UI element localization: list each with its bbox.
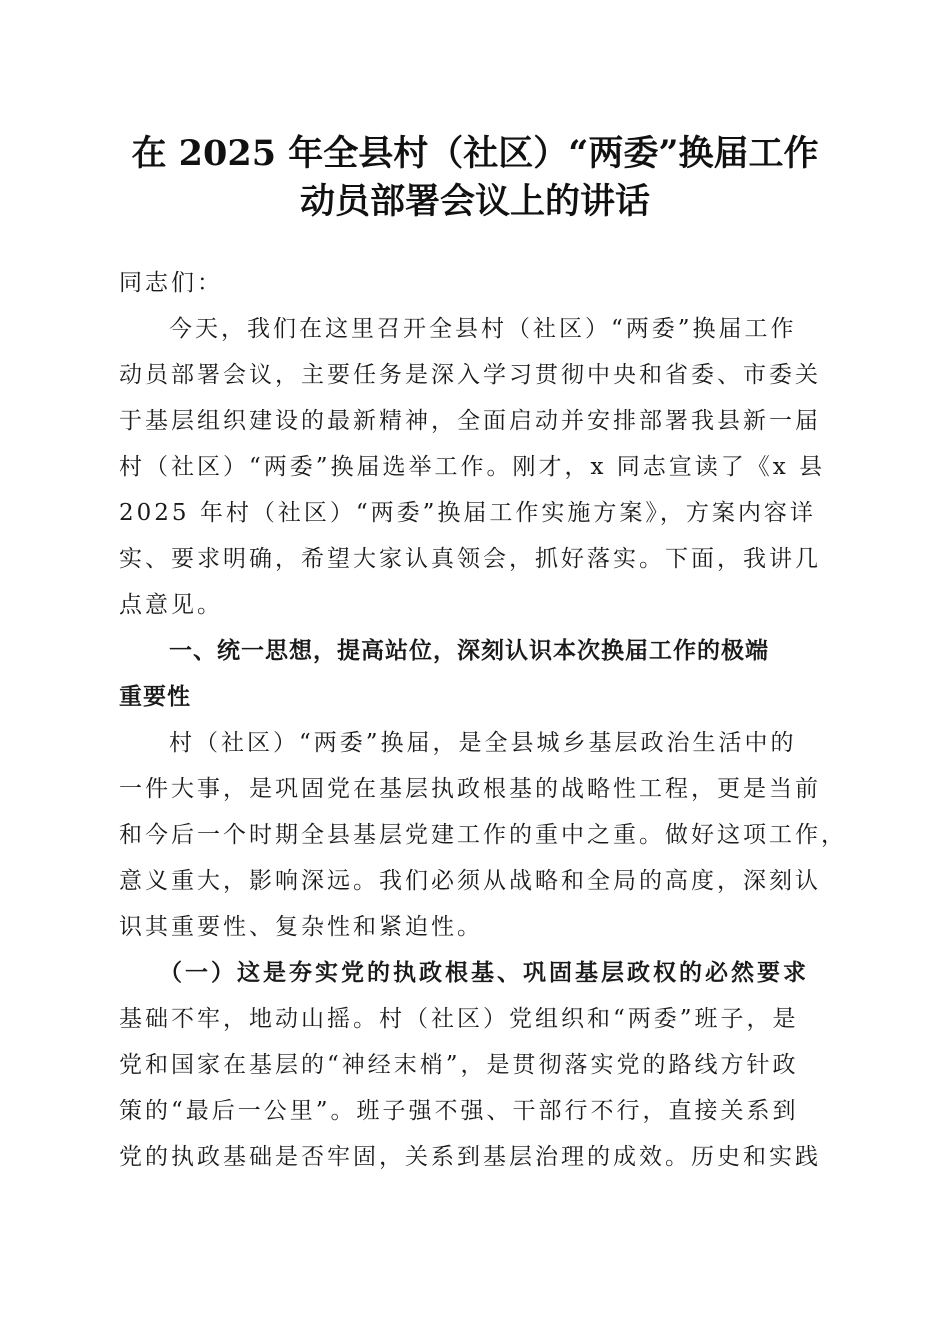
salutation: 同志们： (119, 270, 223, 296)
title-line-2: 动员部署会议上的讲话 (299, 181, 650, 222)
section-body-line: 识其重要性、复杂性和紧迫性。 (119, 914, 483, 940)
intro-line: 点意见。 (119, 592, 223, 618)
section-body-line: 意义重大，影响深远。我们必须从战略和全局的高度，深刻认 (119, 868, 821, 894)
section-heading-line: 一、统一思想，提高站位，深刻认识本次换届工作的极端 (169, 638, 769, 664)
section-body-line: 村（社区）“两委”换届，是全县城乡基层政治生活中的 (169, 730, 797, 756)
section-body-line: 一件大事，是巩固党在基层执政根基的战略性工程，更是当前 (119, 776, 821, 802)
subsection-body-line: 党和国家在基层的“神经末梢”，是贯彻落实党的路线方针政 (119, 1052, 799, 1078)
intro-line: 实、要求明确，希望大家认真领会，抓好落实。下面，我讲几 (119, 546, 821, 572)
intro-line: 今天，我们在这里召开全县村（社区）“两委”换届工作 (169, 316, 797, 342)
speech-title (0, 130, 950, 226)
intro-line: 2025 年村（社区）“两委”换届工作实施方案》，方案内容详 (119, 500, 816, 526)
intro-line: 动员部署会议，主要任务是深入学习贯彻中央和省委、市委关 (119, 362, 821, 388)
intro-line: 于基层组织建设的最新精神，全面启动并安排部署我县新一届 (119, 408, 821, 434)
subsection-body-line: 策的“最后一公里”。班子强不强、干部行不行，直接关系到 (119, 1098, 799, 1124)
title-line-1: 在 2025 年全县村（社区）“两委”换届工作 (131, 133, 819, 174)
section-body-line: 和今后一个时期全县基层党建工作的重中之重。做好这项工作， (119, 822, 847, 848)
subsection-body-line: 党的执政基础是否牢固，关系到基层治理的成效。历史和实践 (119, 1144, 821, 1170)
intro-line: 村（社区）“两委”换届选举工作。刚才，x 同志宣读了《x 县 (119, 454, 826, 480)
speech-body (119, 260, 847, 1180)
section-heading-line: 重要性 (119, 684, 191, 710)
subsection-body-line: 基础不牢，地动山摇。村（社区）党组织和“两委”班子，是 (119, 1006, 799, 1032)
subsection-heading: （一）这是夯实党的执政根基、巩固基层政权的必然要求 (159, 959, 809, 986)
